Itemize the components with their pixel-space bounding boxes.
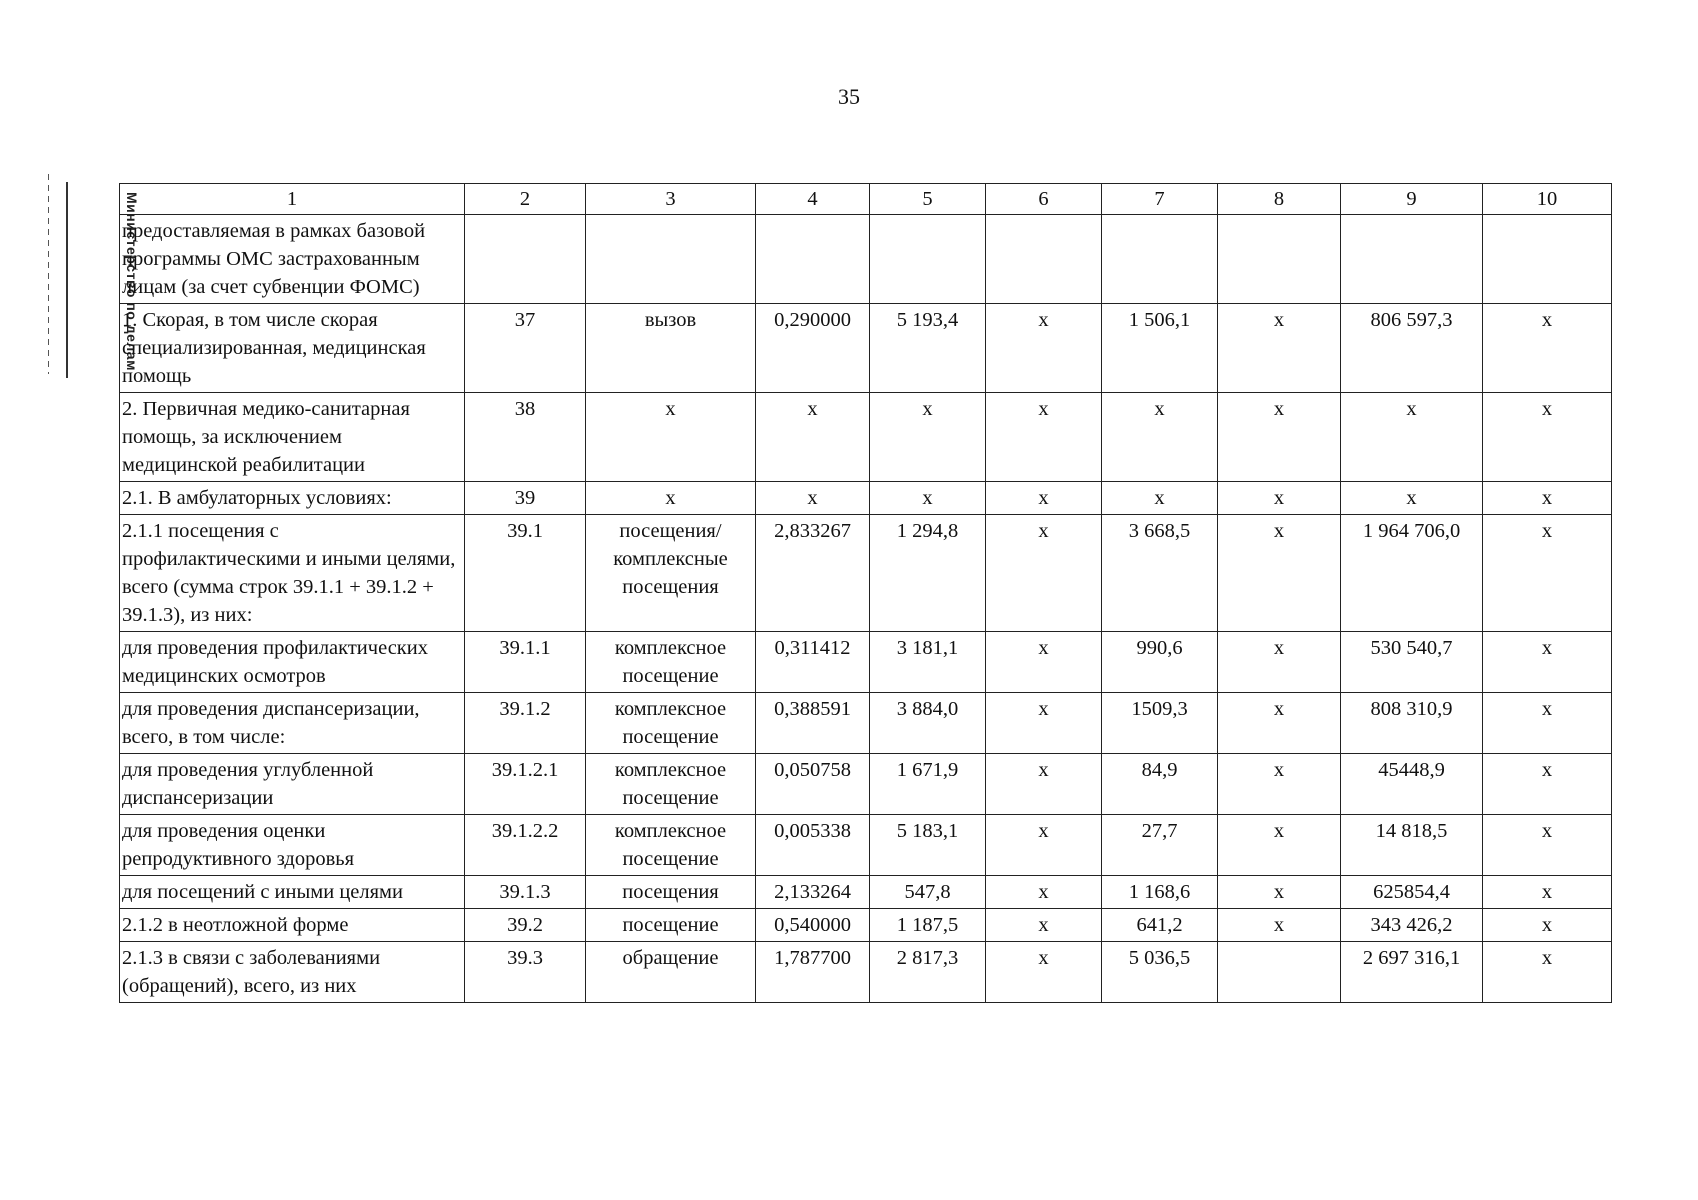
table-cell: х — [586, 393, 756, 482]
table-cell: 39.1 — [465, 515, 586, 632]
table-cell: 39.1.2.1 — [465, 754, 586, 815]
stamp-edge — [66, 182, 68, 378]
table-cell: 1 671,9 — [870, 754, 986, 815]
table-cell: 45448,9 — [1341, 754, 1483, 815]
table-cell: х — [1218, 482, 1341, 515]
table-cell: обращение — [586, 942, 756, 1003]
table-row — [120, 754, 1612, 815]
table-cell: х — [986, 393, 1102, 482]
table-cell: 39 — [465, 482, 586, 515]
table-cell: х — [1102, 393, 1218, 482]
table-cell: 0,388591 — [756, 693, 870, 754]
table-cell: 2 697 316,1 — [1341, 942, 1483, 1003]
table-cell: комплексное посещение — [586, 754, 756, 815]
table-cell: 1,787700 — [756, 942, 870, 1003]
table-cell: комплексное посещение — [586, 815, 756, 876]
table-cell: х — [1483, 393, 1612, 482]
row-label-cell: для проведения оценки репродуктивного здоровья — [120, 815, 465, 876]
table-cell: 5 193,4 — [870, 304, 986, 393]
column-header: 9 — [1341, 184, 1483, 215]
table-cell: х — [986, 482, 1102, 515]
column-header: 7 — [1102, 184, 1218, 215]
table-cell: 5 036,5 — [1102, 942, 1218, 1003]
table-cell: х — [1218, 515, 1341, 632]
table-cell: 0,290000 — [756, 304, 870, 393]
table-cell: 39.3 — [465, 942, 586, 1003]
table-cell: посещение — [586, 909, 756, 942]
table-cell: 27,7 — [1102, 815, 1218, 876]
table-cell — [1218, 215, 1341, 304]
volume-cost-table — [119, 183, 1612, 1003]
table-cell: х — [1483, 876, 1612, 909]
table-cell: комплексное посещение — [586, 632, 756, 693]
table-cell: х — [986, 942, 1102, 1003]
table-cell: х — [1483, 815, 1612, 876]
row-label-cell: для посещений с иными целями — [120, 876, 465, 909]
table-cell: х — [1341, 393, 1483, 482]
table-row — [120, 909, 1612, 942]
column-header: 2 — [465, 184, 586, 215]
table-cell: х — [986, 304, 1102, 393]
table-row — [120, 215, 1612, 304]
table-cell: 3 181,1 — [870, 632, 986, 693]
table-cell: х — [1218, 909, 1341, 942]
table-cell: 39.1.1 — [465, 632, 586, 693]
table-cell: 3 668,5 — [1102, 515, 1218, 632]
table-cell — [586, 215, 756, 304]
table-cell: посещения — [586, 876, 756, 909]
table-cell: х — [870, 482, 986, 515]
row-label-cell: 2. Первичная медико-санитарная помощь, за исключением медицинской реабилитации — [120, 393, 465, 482]
table-row — [120, 304, 1612, 393]
column-header: 3 — [586, 184, 756, 215]
table-row — [120, 693, 1612, 754]
table-row — [120, 515, 1612, 632]
table-row — [120, 393, 1612, 482]
table-cell — [870, 215, 986, 304]
table-cell: х — [1483, 693, 1612, 754]
table-body — [120, 215, 1612, 1003]
table-cell: 39.1.2.2 — [465, 815, 586, 876]
row-label-cell: предоставляемая в рамках базовой программы ОМС застрахованным лицам (за счет субвенции ФОМС) — [120, 215, 465, 304]
table-cell: х — [756, 482, 870, 515]
table-cell: 806 597,3 — [1341, 304, 1483, 393]
column-header: 1 — [120, 184, 465, 215]
table-cell: 0,050758 — [756, 754, 870, 815]
table-cell: 547,8 — [870, 876, 986, 909]
table-cell: х — [1218, 693, 1341, 754]
table-cell: 1 187,5 — [870, 909, 986, 942]
row-label-cell: для проведения диспансеризации, всего, в том числе: — [120, 693, 465, 754]
row-label-cell: 2.1. В амбулаторных условиях: — [120, 482, 465, 515]
table-cell: х — [986, 909, 1102, 942]
table-cell: 3 884,0 — [870, 693, 986, 754]
table-cell: 1509,3 — [1102, 693, 1218, 754]
table-cell: х — [1483, 909, 1612, 942]
table-cell: 84,9 — [1102, 754, 1218, 815]
table-cell: 1 506,1 — [1102, 304, 1218, 393]
table-cell: 530 540,7 — [1341, 632, 1483, 693]
table-cell: 1 168,6 — [1102, 876, 1218, 909]
table-cell: х — [1483, 942, 1612, 1003]
table-cell: 1 964 706,0 — [1341, 515, 1483, 632]
table-cell: х — [870, 393, 986, 482]
table-cell — [1341, 215, 1483, 304]
table-cell: х — [986, 693, 1102, 754]
page-number: 35 — [838, 84, 860, 109]
table-cell: х — [1483, 632, 1612, 693]
stamp-border — [48, 174, 49, 374]
table-cell: х — [1102, 482, 1218, 515]
row-label-cell: 2.1.3 в связи с заболеваниями (обращений), всего, из них — [120, 942, 465, 1003]
table-cell: 2 817,3 — [870, 942, 986, 1003]
table-cell: 2,133264 — [756, 876, 870, 909]
table-cell: 2,833267 — [756, 515, 870, 632]
table-cell: 0,005338 — [756, 815, 870, 876]
table-cell: комплексное посещение — [586, 693, 756, 754]
table-cell: 39.1.3 — [465, 876, 586, 909]
table-cell — [1483, 215, 1612, 304]
table-row — [120, 942, 1612, 1003]
table-cell: 1 294,8 — [870, 515, 986, 632]
table-cell: вызов — [586, 304, 756, 393]
table-cell — [756, 215, 870, 304]
row-label-cell: 1. Скорая, в том числе скорая специализированная, медицинская помощь — [120, 304, 465, 393]
table-cell: х — [1483, 754, 1612, 815]
table-cell: 0,540000 — [756, 909, 870, 942]
table-row — [120, 876, 1612, 909]
table-cell: х — [1218, 393, 1341, 482]
table-cell: х — [986, 632, 1102, 693]
header-row — [120, 184, 1612, 215]
table-cell: х — [986, 515, 1102, 632]
table-cell: х — [1341, 482, 1483, 515]
table-cell: х — [756, 393, 870, 482]
row-label-cell: для проведения углубленной диспансеризации — [120, 754, 465, 815]
table-cell: х — [986, 815, 1102, 876]
table-cell: х — [1218, 815, 1341, 876]
table-row — [120, 632, 1612, 693]
stamp-text: Министерство по делам — [124, 192, 140, 371]
table-row — [120, 815, 1612, 876]
table-cell: 641,2 — [1102, 909, 1218, 942]
table-cell: 990,6 — [1102, 632, 1218, 693]
table-cell — [1102, 215, 1218, 304]
table-cell: 39.2 — [465, 909, 586, 942]
table-cell: 625854,4 — [1341, 876, 1483, 909]
table-cell: 14 818,5 — [1341, 815, 1483, 876]
table-cell: х — [986, 876, 1102, 909]
column-header: 10 — [1483, 184, 1612, 215]
table-cell: 343 426,2 — [1341, 909, 1483, 942]
table-cell — [1218, 942, 1341, 1003]
column-header: 8 — [1218, 184, 1341, 215]
table-cell: х — [1218, 632, 1341, 693]
table-row — [120, 482, 1612, 515]
column-header: 5 — [870, 184, 986, 215]
table-cell: 38 — [465, 393, 586, 482]
table-cell: х — [1483, 304, 1612, 393]
row-label-cell: для проведения профилактических медицинских осмотров — [120, 632, 465, 693]
table-cell: 808 310,9 — [1341, 693, 1483, 754]
table-cell: х — [586, 482, 756, 515]
ministry-stamp — [44, 170, 140, 382]
table-cell: 39.1.2 — [465, 693, 586, 754]
table-cell — [465, 215, 586, 304]
table-cell: х — [1218, 754, 1341, 815]
column-header: 4 — [756, 184, 870, 215]
table-cell: 5 183,1 — [870, 815, 986, 876]
table-cell: посещения/комплексные посещения — [586, 515, 756, 632]
table-cell: 0,311412 — [756, 632, 870, 693]
table-cell: х — [986, 754, 1102, 815]
table-cell: х — [1218, 876, 1341, 909]
row-label-cell: 2.1.2 в неотложной форме — [120, 909, 465, 942]
table-cell: х — [1218, 304, 1341, 393]
table-cell — [986, 215, 1102, 304]
table-cell: х — [1483, 482, 1612, 515]
row-label-cell: 2.1.1 посещения с профилактическими и иными целями, всего (сумма строк 39.1.1 + 39.1.2 + 39.1.3), из них: — [120, 515, 465, 632]
column-header: 6 — [986, 184, 1102, 215]
table-cell: 37 — [465, 304, 586, 393]
table-cell: х — [1483, 515, 1612, 632]
